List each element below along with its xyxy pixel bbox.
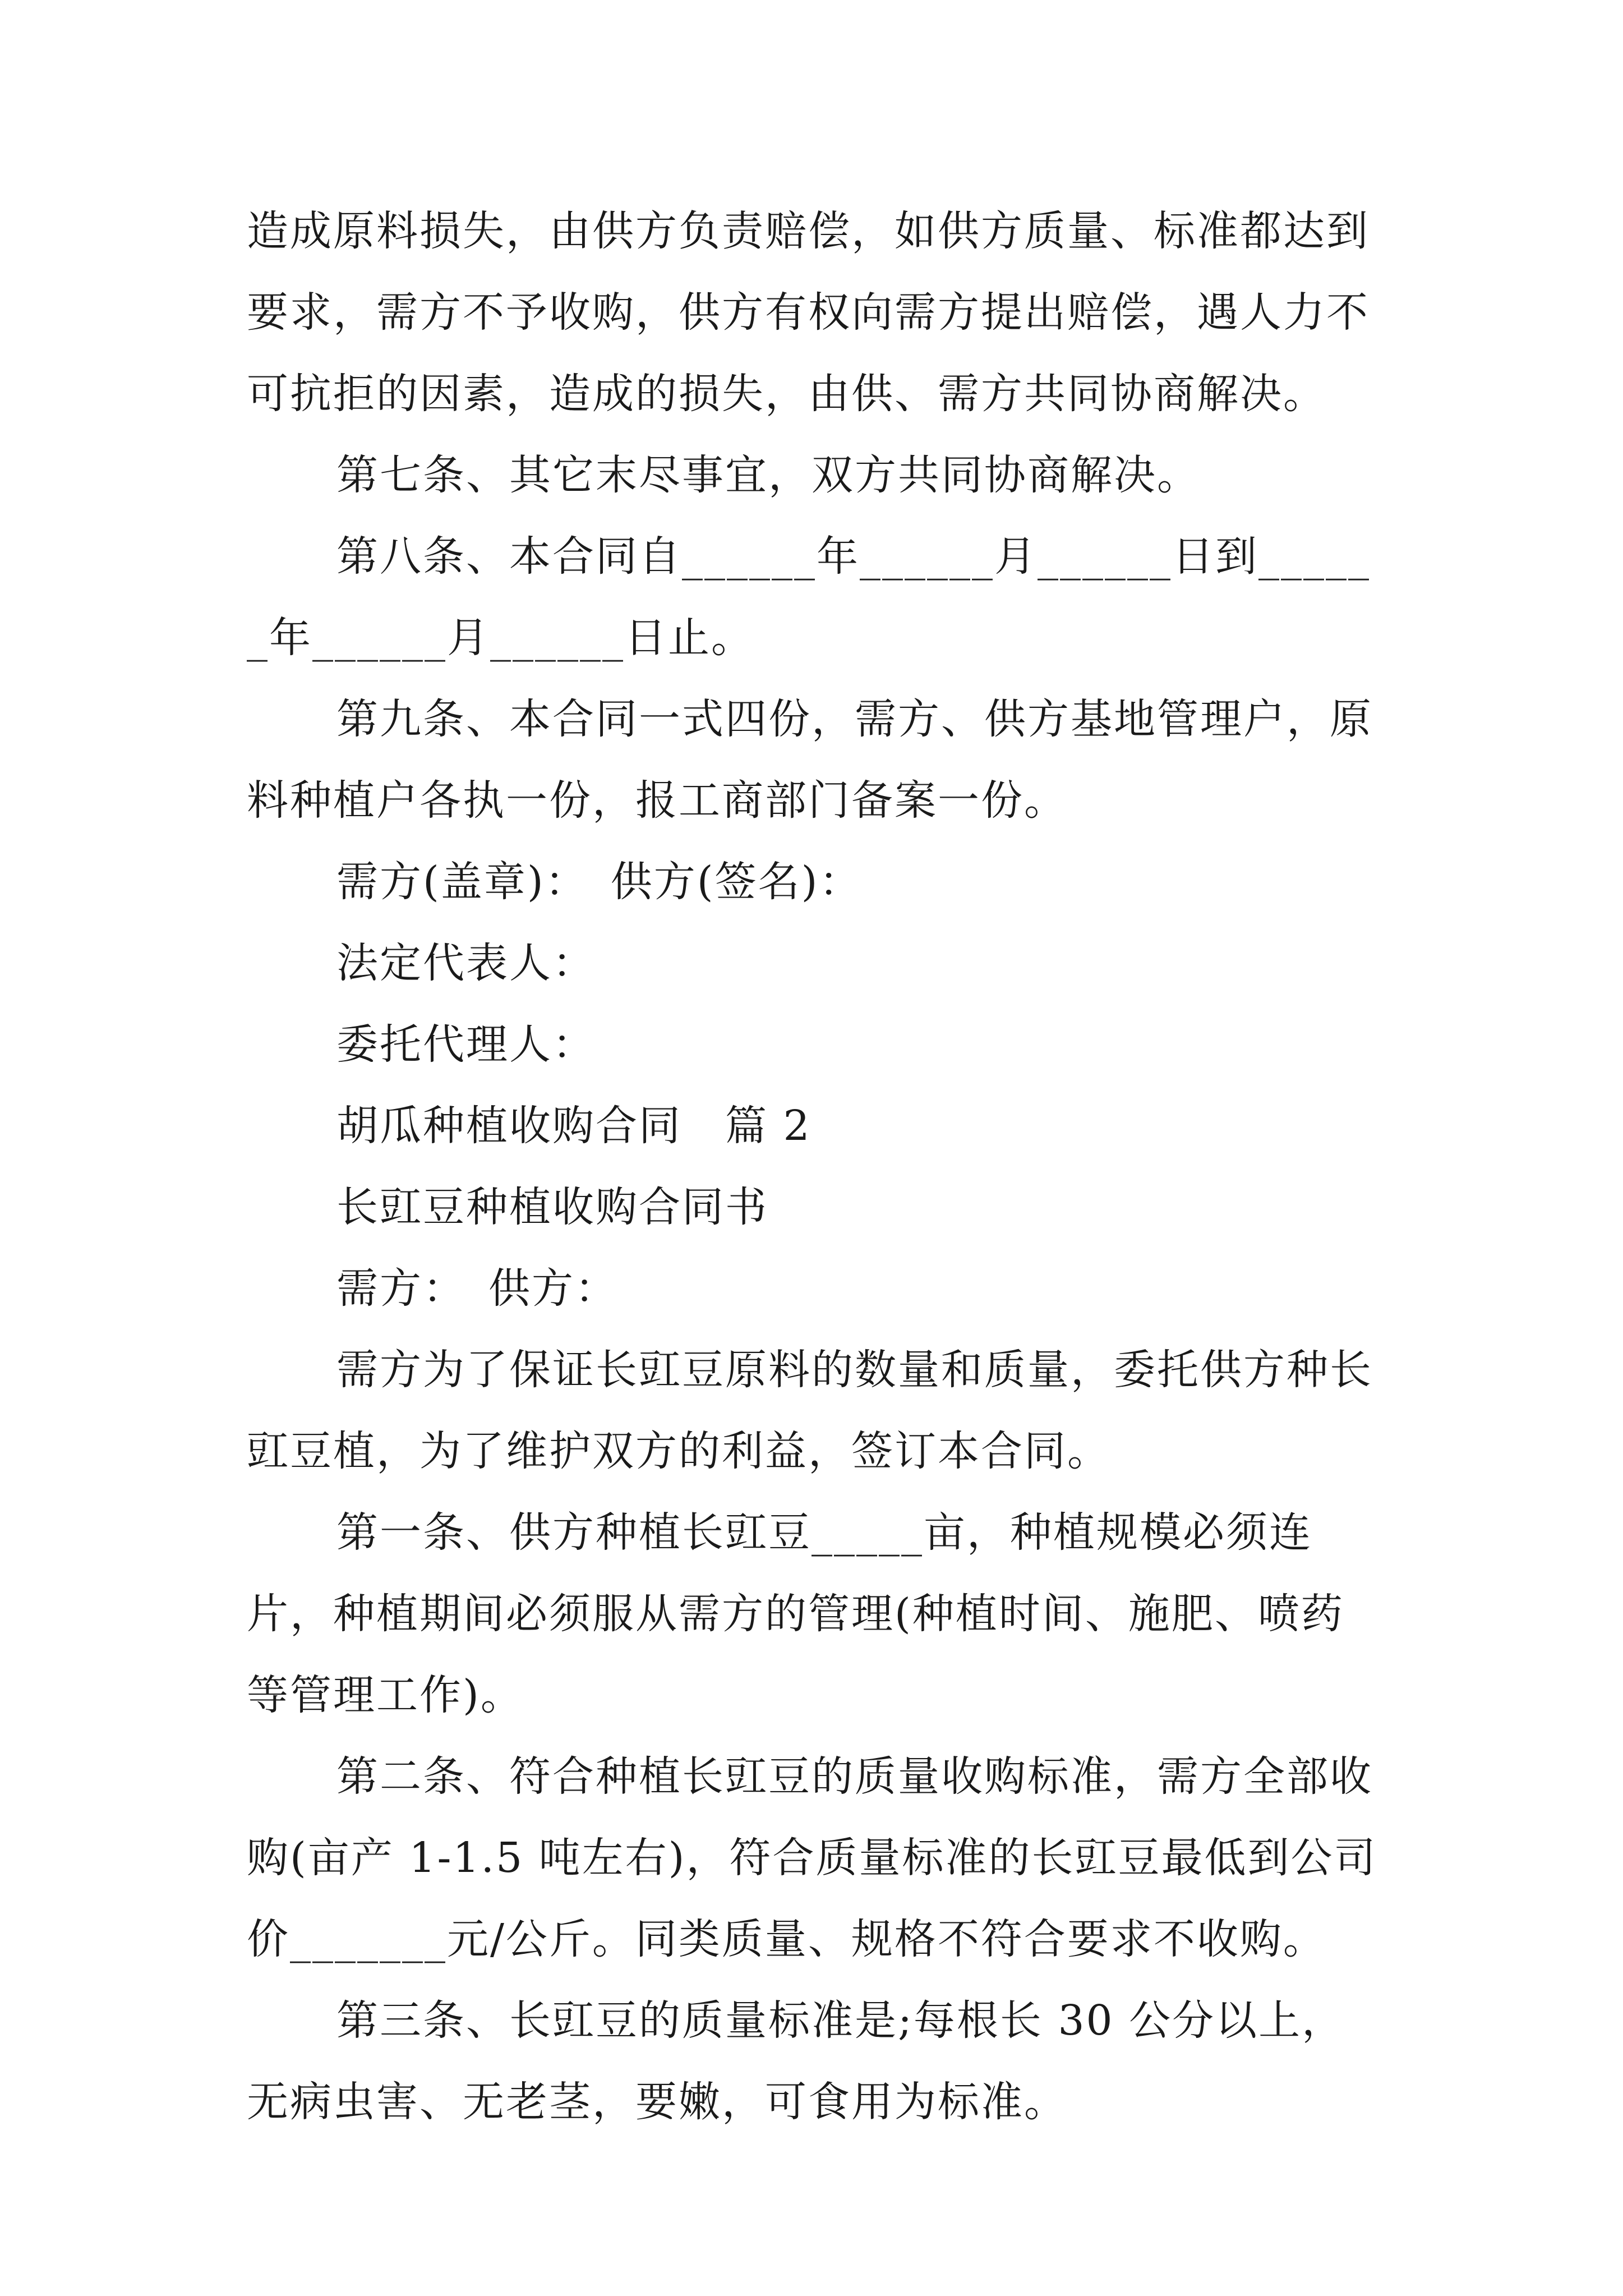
paragraph-clause-3: 第三条、长豇豆的质量标准是;每根长 30 公分以上，无病虫害、无老茎，要嫩，可食用为标准。 [247,1996,1345,2126]
contract-title: 长豇豆种植收购合同书 [336,1183,768,1231]
paragraph-clause-2: 第二条、符合种植长豇豆的质量收购标准，需方全部收购(亩产 1-1.5 吨左右)，符合质量标准的长豇豆最低到公司价_______元/公斤。同类质量、规格不符合要求不收购。 [247,1752,1377,1963]
paragraph-clause-7: 第七条、其它末尽事宜，双方共同协商解决。 [336,451,1200,499]
parties-line: 需方： 供方： [336,1264,618,1313]
legal-representative-line: 法定代表人： [336,939,596,987]
paragraph-preamble: 需方为了保证长豇豆原料的数量和质量，委托供方种长豇豆植，为了维护双方的利益，签订本合同。 [247,1346,1373,1475]
paragraph-clause-1: 第一条、供方种植长豇豆_____亩，种植规模必须连片，种植期间必须服从需方的管理(种植时间、施肥、喷药等管理工作)。 [247,1508,1344,1719]
document-body [247,191,1382,2143]
section-heading: 胡瓜种植收购合同 篇 2 [336,1102,811,1150]
signature-parties: 需方(盖章)： 供方(签名)： [336,858,863,906]
paragraph-clause-6-continued: 造成原料损失，由供方负责赔偿，如供方质量、标准都达到要求，需方不予收购，供方有权向需方提出赔偿，遇人力不可抗拒的因素，造成的损失，由供、需方共同协商解决。 [247,207,1370,418]
authorized-agent-line: 委托代理人： [336,1020,596,1069]
paragraph-clause-8: 第八条、本合同自______年______月______日到______年______月______日止。 [247,532,1371,662]
paragraph-clause-9: 第九条、本合同一式四份，需方、供方基地管理户，原料种植户各执一份，报工商部门备案一份。 [247,695,1373,825]
